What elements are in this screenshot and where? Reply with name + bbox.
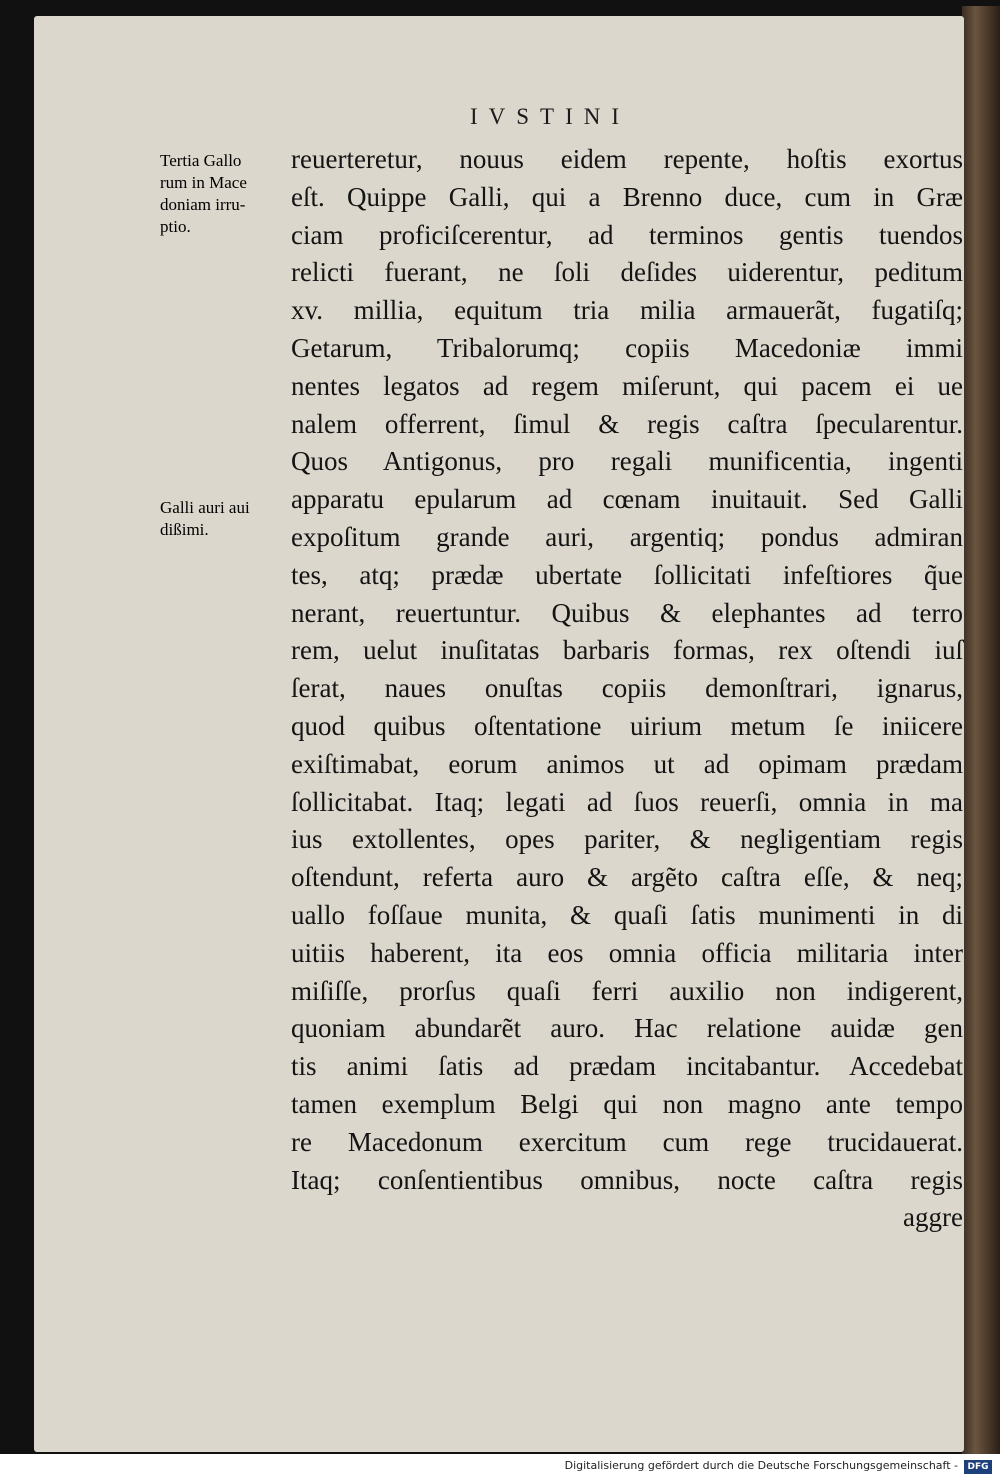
text-line: Quos Antigonus, pro regali munificentia, ingenti [291, 446, 963, 477]
margin-note-1 [160, 150, 288, 238]
text-line: expoſitum grande auri, argentiq; pondus admiran [291, 521, 963, 552]
dfg-logo: DFG [964, 1460, 992, 1474]
text-line: quoniam abundarẽt auro. Hac relatione auidæ gen [291, 1013, 963, 1044]
text-line: nentes legatos ad regem miſerunt, qui pacem ei ue [291, 370, 963, 401]
text-line: quod quibus oſtentatione uirium metum ſe iniicere [291, 710, 963, 741]
body-text [291, 141, 963, 1237]
margin-note-line: doniam irru- [160, 195, 246, 214]
margin-note-line: Tertia Gallo [160, 151, 242, 170]
text-line: miſiſſe, prorſus quaſi ferri auxilio non indigerent, [291, 975, 963, 1006]
text-line: uitiis haberent, ita eos omnia officia militaria inter [291, 937, 963, 968]
text-line: nalem offerrent, ſimul & regis caſtra ſpecularentur. [291, 408, 963, 439]
text-line: tis animi ſatis ad prædam incitabantur. Accedebat [291, 1051, 963, 1082]
text-line: xv. millia, equitum tria milia armauerãt, fugatiſq; [291, 295, 963, 326]
text-line: ciam proficiſcerentur, ad terminos gentis tuendos [291, 219, 963, 250]
margin-note-line: dißimi. [160, 520, 209, 539]
book-binding-edge [962, 6, 1000, 1456]
text-line: re Macedonum exercitum cum rege trucidauerat. [291, 1126, 963, 1157]
text-line: Getarum, Tribalorumq; copiis Macedoniæ immi [291, 332, 963, 363]
text-line: ſerat, naues onuſtas copiis demonſtrari, ignarus, [291, 673, 963, 704]
text-line: eſt. Quippe Galli, qui a Brenno duce, cum in Græ [291, 181, 963, 212]
text-line: Itaq; conſentientibus omnibus, nocte caſtra regis [291, 1164, 963, 1195]
text-line: apparatu epularum ad cœnam inuitauit. Sed Galli [291, 484, 963, 515]
text-line: exiſtimabat, eorum animos ut ad opimam prædam [291, 748, 963, 779]
text-line: tamen exemplum Belgi qui non magno ante tempo [291, 1088, 963, 1119]
text-line: ius extollentes, opes pariter, & negligentiam regis [291, 824, 963, 855]
text-line: oſtendunt, referta auro & argẽto caſtra eſſe, & neq; [291, 862, 963, 893]
running-head: IVSTINI [470, 104, 631, 129]
text-line: ſollicitabat. Itaq; legati ad ſuos reuerſi, omnia in ma [291, 786, 963, 817]
text-line: rem, uelut inuſitatas barbaris formas, rex oſtendi iuſ [291, 635, 963, 666]
footer-bar [0, 1454, 1000, 1480]
text-line: nerant, reuertuntur. Quibus & elephantes ad terro [291, 597, 963, 628]
text-line: relicti fuerant, ne ſoli deſides uiderentur, peditum [291, 257, 963, 288]
margin-note-line: Galli auri aui [160, 498, 250, 517]
text-line: uallo foſſaue munita, & quaſi ſatis munimenti in di [291, 899, 963, 930]
text-line: reuerteretur, nouus eidem repente, hoſtis exortus [291, 144, 963, 174]
margin-note-line: ptio. [160, 217, 191, 236]
catchword: aggre [903, 1202, 963, 1233]
funding-credit: Digitalisierung gefördert durch die Deutsche Forschungsgemeinschaft - [564, 1459, 958, 1472]
margin-note-2 [160, 497, 288, 541]
text-line: tes, atq; prædæ ubertate ſollicitati infeſtiores q̃ue [291, 559, 963, 590]
margin-note-line: rum in Mace [160, 173, 247, 192]
